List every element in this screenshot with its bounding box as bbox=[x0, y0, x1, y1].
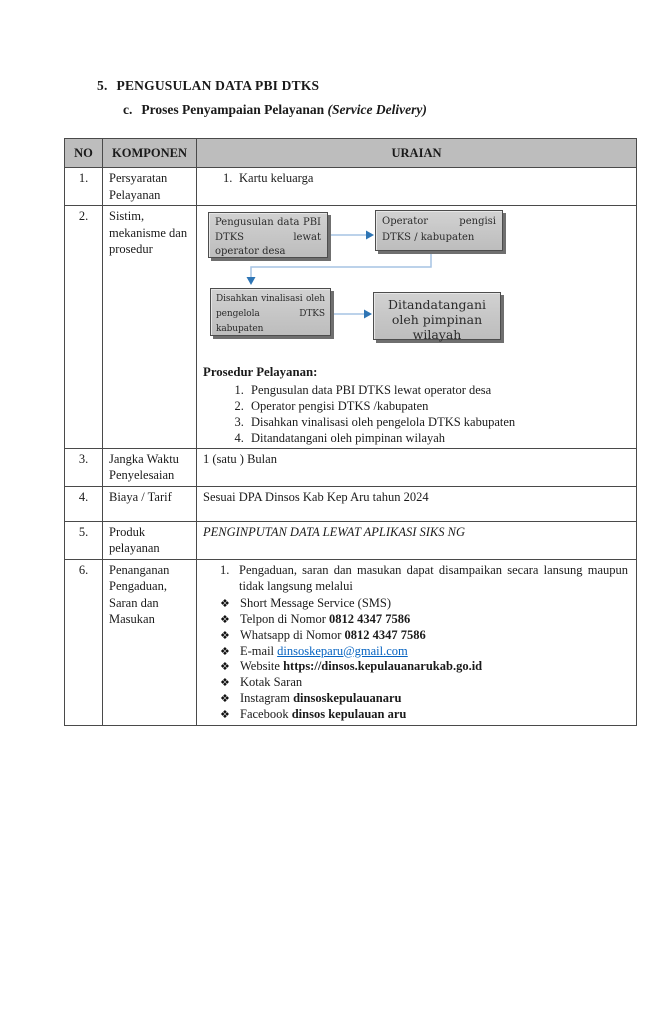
section-number: 5. bbox=[97, 78, 108, 93]
table-row bbox=[65, 521, 637, 559]
contact-channel-list bbox=[203, 596, 630, 723]
row5-uraian: PENGINPUTAN DATA LEWAT APLIKASI SIKS NG bbox=[197, 521, 637, 559]
contact-item-suggestion-box bbox=[220, 675, 630, 691]
diamond-bullet-icon: ❖ bbox=[220, 644, 230, 658]
table-row bbox=[65, 206, 637, 449]
contact-text: Whatsapp di Nomor bbox=[240, 627, 345, 642]
whatsapp-number: 0812 4347 7586 bbox=[344, 627, 426, 642]
row4-uraian: Sesuai DPA Dinsos Kab Kep Aru tahun 2024 bbox=[197, 486, 637, 521]
contact-item-sms bbox=[220, 596, 630, 612]
procedure-flowchart bbox=[203, 210, 631, 357]
email-link[interactable]: dinsoskeparu@gmail.com bbox=[277, 643, 408, 658]
flow-box-operator: Operator pengisi DTKS / kabupaten bbox=[375, 210, 503, 251]
flow-box-ditandatangani: Ditandatangani oleh pimpinan wilayah bbox=[373, 292, 501, 340]
item-text: Kartu keluarga bbox=[239, 171, 314, 185]
column-header-uraian: URAIAN bbox=[197, 139, 637, 168]
procedure-step: 1. Pengusulan data PBI DTKS lewat operator desa bbox=[247, 382, 630, 398]
contact-item-email bbox=[220, 644, 630, 660]
subsection-letter: c. bbox=[123, 102, 133, 117]
row5-komponen: Produk pelayanan bbox=[103, 521, 197, 559]
diamond-bullet-icon: ❖ bbox=[220, 660, 230, 674]
instagram-handle: dinsoskepulauanaru bbox=[293, 691, 402, 706]
table-row bbox=[65, 559, 637, 725]
row4-no: 4. bbox=[65, 486, 103, 521]
requirement-item bbox=[223, 170, 630, 187]
row6-komponen: Penanganan Pengaduan, Saran dan Masukan bbox=[103, 559, 197, 725]
table-header-row bbox=[65, 139, 637, 168]
diamond-bullet-icon: ❖ bbox=[220, 708, 230, 722]
procedure-step: 4. Ditandatangani oleh pimpinan wilayah bbox=[247, 430, 630, 446]
diamond-bullet-icon: ❖ bbox=[220, 692, 230, 706]
contact-text: Telpon di Nomor bbox=[240, 611, 330, 626]
row5-no: 5. bbox=[65, 521, 103, 559]
diamond-bullet-icon: ❖ bbox=[220, 628, 230, 642]
column-header-komponen: KOMPONEN bbox=[103, 139, 197, 168]
diamond-bullet-icon: ❖ bbox=[220, 596, 230, 610]
row2-komponen: Sistim, mekanisme dan prosedur bbox=[103, 206, 197, 449]
subsection-heading bbox=[123, 102, 427, 118]
flow-box-vinalisasi: Disahkan vinalisasi oleh pengelola DTKS kabupaten bbox=[210, 288, 331, 336]
subsection-title: Proses Penyampaian Pelayanan bbox=[141, 102, 325, 117]
section-heading bbox=[97, 78, 319, 94]
diamond-bullet-icon: ❖ bbox=[220, 676, 230, 690]
row1-komponen: Persyaratan Pelayanan bbox=[103, 168, 197, 206]
row3-komponen: Jangka Waktu Penyelesaian bbox=[103, 448, 197, 486]
contact-text: Kotak Saran bbox=[240, 675, 303, 690]
contact-item-phone bbox=[220, 612, 630, 628]
row2-uraian bbox=[197, 206, 637, 449]
contact-text: Instagram bbox=[240, 691, 294, 706]
table-row bbox=[65, 486, 637, 521]
section-title: PENGUSULAN DATA PBI DTKS bbox=[116, 78, 320, 93]
procedure-step: 3. Disahkan vinalisasi oleh pengelola DTKS kabupaten bbox=[247, 414, 630, 430]
facebook-handle: dinsos kepulauan aru bbox=[291, 707, 407, 722]
row6-uraian bbox=[197, 559, 637, 725]
procedure-step: 2. Operator pengisi DTKS /kabupaten bbox=[247, 398, 630, 414]
contact-text: Short Message Service (SMS) bbox=[240, 595, 392, 610]
row4-komponen: Biaya / Tarif bbox=[103, 486, 197, 521]
row3-uraian: 1 (satu ) Bulan bbox=[197, 448, 637, 486]
contact-text: E-mail bbox=[240, 643, 278, 658]
contact-item-instagram bbox=[220, 691, 630, 707]
contact-item-website bbox=[220, 659, 630, 675]
row6-no: 6. bbox=[65, 559, 103, 725]
website-url: https://dinsos.kepulauanarukab.go.id bbox=[283, 659, 483, 674]
column-header-no: NO bbox=[65, 139, 103, 168]
row3-no: 3. bbox=[65, 448, 103, 486]
contact-text: Facebook bbox=[240, 707, 292, 722]
phone-number: 0812 4347 7586 bbox=[329, 611, 411, 626]
diamond-bullet-icon: ❖ bbox=[220, 612, 230, 626]
item-number: 1. bbox=[223, 171, 233, 185]
service-delivery-table bbox=[64, 138, 637, 726]
row1-no: 1. bbox=[65, 168, 103, 206]
complaint-intro bbox=[220, 562, 630, 595]
row2-no: 2. bbox=[65, 206, 103, 449]
procedure-list-title: Prosedur Pelayanan: bbox=[203, 365, 318, 379]
contact-item-whatsapp bbox=[220, 628, 630, 644]
table-row bbox=[65, 168, 637, 206]
subsection-title-italic: (Service Delivery) bbox=[327, 102, 427, 117]
contact-item-facebook bbox=[220, 707, 630, 723]
complaint-intro-text: Pengaduan, saran dan masukan dapat disampaikan secara lansung maupun tidak langsung melalui bbox=[239, 562, 628, 594]
contact-text: Website bbox=[240, 659, 284, 674]
table-row bbox=[65, 448, 637, 486]
flow-box-pengusulan: Pengusulan data PBI DTKS lewat operator desa bbox=[208, 212, 328, 258]
procedure-steps-list bbox=[203, 382, 630, 446]
row1-uraian bbox=[197, 168, 637, 206]
item-number: 1. bbox=[220, 562, 230, 577]
